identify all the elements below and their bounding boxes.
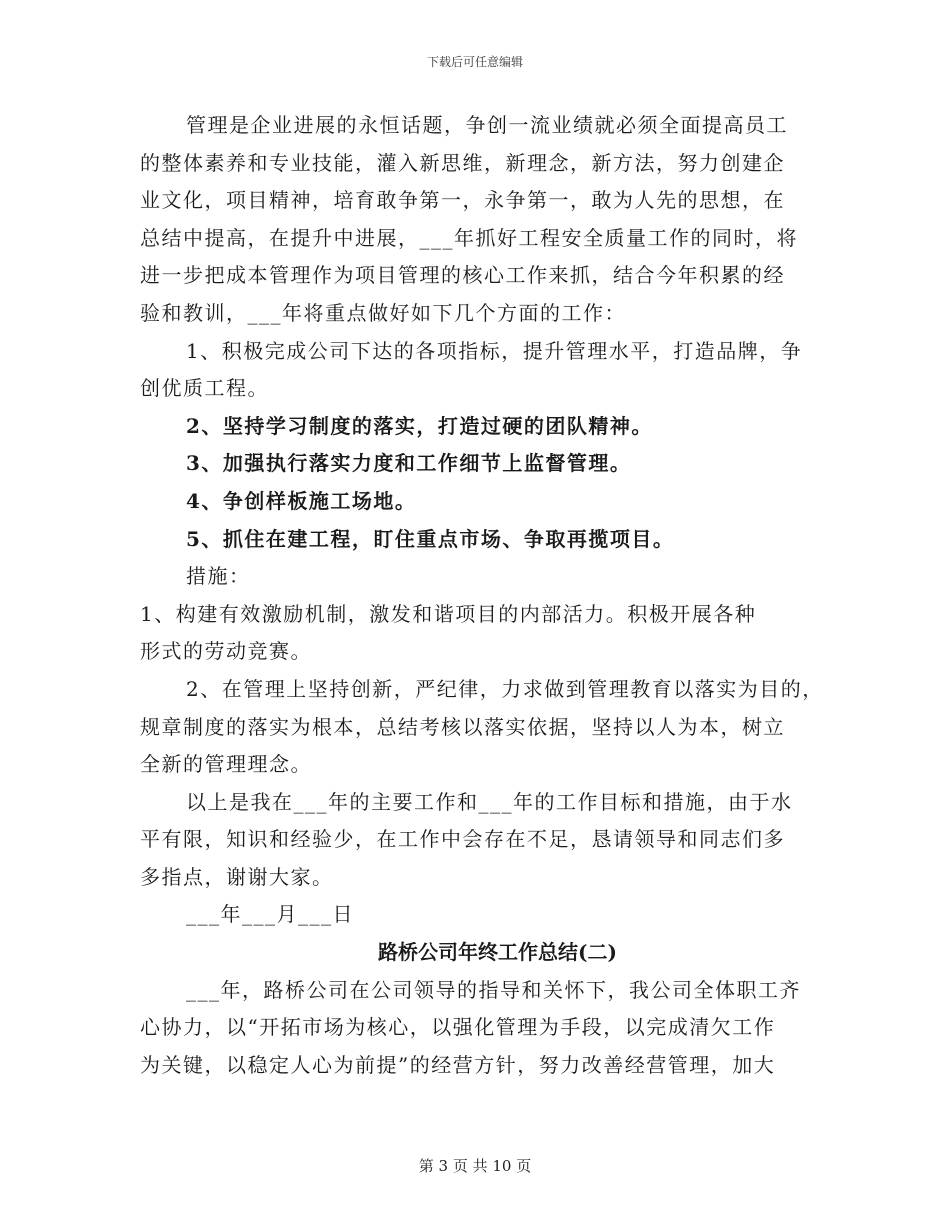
text-line: 心协力，以“开拓市场为核心，以强化管理为手段，以完成清欠工作 [140, 1015, 776, 1040]
page-footer: 第 3 页 共 10 页 [418, 1157, 532, 1175]
text-line: 业文化，项目精神，培育敢争第一，永争第一，敢为人先的思想，在 [140, 188, 785, 213]
document-body [140, 107, 824, 1084]
text-line: 形式的劳动竞赛。 [140, 639, 312, 664]
text-line: 5、抓住在建工程，盯住重点市场、争取再揽项目。 [186, 526, 675, 551]
text-line: 3、加强执行落实力度和工作细节上监督管理。 [186, 451, 632, 476]
text-line: 进一步把成本管理作为项目管理的核心工作来抓，结合今年积累的经 [140, 263, 785, 288]
text-line: 多指点，谢谢大家。 [140, 864, 334, 889]
text-line: 总结中提高，在提升中进展，___年抓好工程安全质量工作的同时，将 [140, 225, 798, 250]
text-line: 管理是企业进展的永恒话题，争创一流业绩就必须全面提高员工 [186, 113, 788, 137]
text-line: ___年，路桥公司在公司领导的指导和关怀下，我公司全体职工齐 [186, 977, 801, 1002]
text-line: ___年___月___日 [186, 902, 354, 927]
text-line: 创优质工程。 [140, 376, 269, 401]
text-line: 的整体素养和专业技能，灌入新思维，新理念，新方法，努力创建企 [140, 150, 785, 175]
text-line: 2、坚持学习制度的落实，打造过硬的团队精神。 [186, 413, 653, 438]
paragraphs-part-1 [140, 107, 824, 934]
text-line: 措施： [186, 564, 251, 589]
text-line: 验和教训，___年将重点做好如下几个方面的工作： [140, 300, 626, 325]
text-line: 全新的管理理念。 [140, 752, 312, 777]
text-line: 规章制度的落实为根本，总结考核以落实依据，坚持以人为本，树立 [140, 714, 785, 739]
text-line: 以上是我在___年的主要工作和___年的工作目标和措施，由于水 [186, 789, 793, 814]
text-line: 为关键，以稳定人心为前提”的经营方针，努力改善经营管理，加大 [140, 1052, 776, 1077]
text-line: 1、构建有效激励机制，激发和谐项目的内部活力。积极开展各种 [140, 601, 757, 626]
header-note: 下载后可任意编辑 [426, 55, 523, 69]
text-line: 平有限，知识和经验少，在工作中会存在不足，恳请领导和同志们多 [140, 827, 785, 852]
text-line: 4、争创样板施工场地。 [186, 488, 417, 513]
section-title: 路桥公司年终工作总结(二) [378, 940, 617, 965]
paragraphs-part-2 [140, 972, 815, 1085]
text-line: 1、积极完成公司下达的各项指标，提升管理水平，打造品牌，争 [186, 338, 803, 363]
text-line: 2、在管理上坚持创新，严纪律，力求做到管理教育以落实为目的， [186, 676, 824, 701]
